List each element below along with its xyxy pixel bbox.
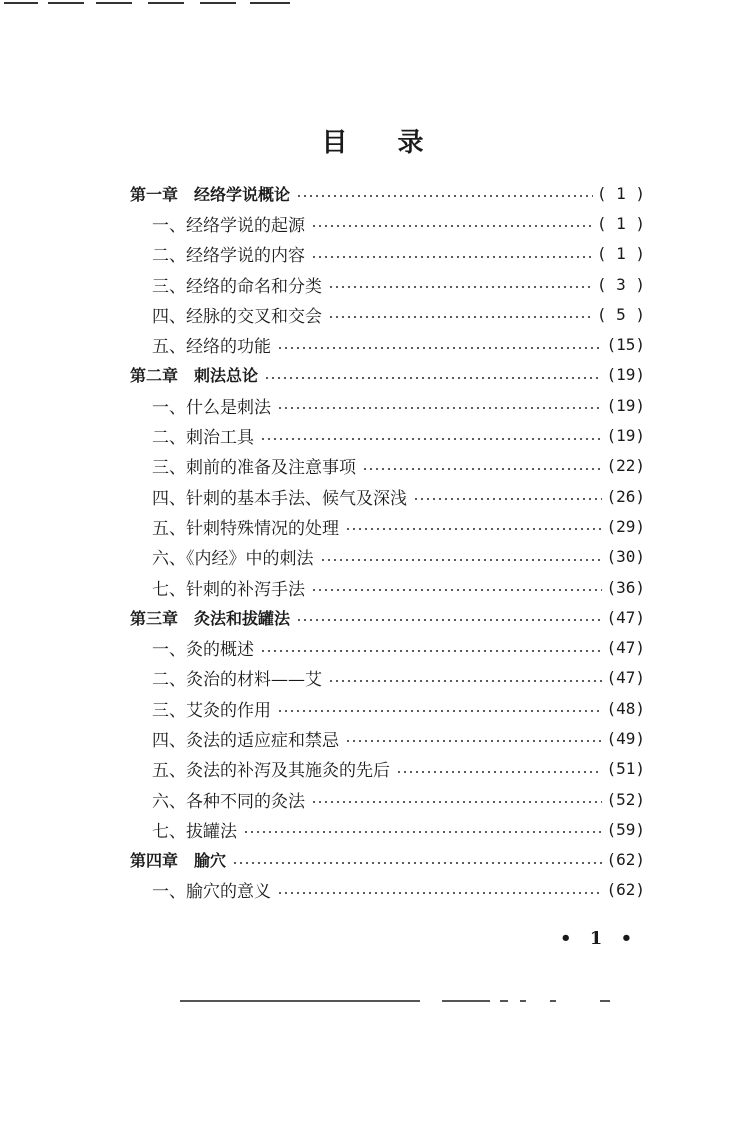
toc-entry-label: 五、针刺特殊情况的处理 [152, 518, 339, 539]
table-of-contents [130, 178, 645, 905]
toc-chapter-row [130, 178, 645, 208]
toc-entry-label: 七、针刺的补泻手法 [152, 579, 305, 600]
toc-section-row [130, 814, 645, 844]
toc-entry-label: 一、腧穴的意义 [152, 882, 271, 903]
toc-entry-page: (15) [606, 335, 645, 355]
dot-leader [413, 497, 602, 501]
dot-leader [277, 346, 602, 350]
top-border-rule [0, 0, 300, 4]
toc-entry-page: ( 5 ) [596, 304, 645, 324]
toc-entry-label: 一、什么是刺法 [152, 397, 271, 418]
title-char-2: 录 [397, 128, 426, 158]
toc-entry-label: 第四章 腧穴 [130, 851, 227, 871]
dot-leader [277, 709, 602, 713]
toc-section-row [130, 723, 645, 753]
toc-chapter-row [130, 602, 645, 632]
toc-entry-page: (30) [606, 547, 645, 567]
toc-section-row [130, 511, 645, 541]
toc-entry-label: 五、灸法的补泻及其施灸的先后 [152, 761, 390, 782]
toc-entry-label: 一、经络学说的起源 [152, 215, 305, 236]
toc-section-row [130, 784, 645, 814]
page-number: • 1 • [560, 928, 639, 949]
toc-entry-label: 第二章 刺法总论 [130, 366, 259, 386]
dot-leader [232, 861, 602, 865]
dot-leader [328, 315, 593, 319]
toc-entry-page: (36) [606, 577, 645, 597]
dot-leader [260, 649, 602, 653]
toc-entry-page: (19) [606, 395, 645, 415]
toc-entry-label: 六、各种不同的灸法 [152, 791, 305, 812]
dot-leader [328, 285, 593, 289]
dot-leader [320, 558, 603, 562]
dot-leader [311, 800, 602, 804]
toc-entry-page: (52) [606, 789, 645, 809]
dot-leader [277, 891, 602, 895]
toc-section-row [130, 481, 645, 511]
bottom-border-rule [180, 1000, 610, 1003]
toc-section-row [130, 542, 645, 572]
toc-entry-page: (49) [606, 728, 645, 748]
toc-entry-page: (51) [606, 759, 645, 779]
dot-leader [264, 376, 602, 380]
dot-leader [311, 224, 593, 228]
toc-chapter-row [130, 845, 645, 875]
toc-section-row [130, 420, 645, 450]
dot-leader [345, 527, 602, 531]
toc-entry-page: (19) [606, 365, 645, 385]
dot-leader [296, 618, 602, 622]
dot-leader [345, 739, 602, 743]
toc-entry-label: 一、灸的概述 [152, 640, 254, 661]
toc-entry-page: (29) [606, 516, 645, 536]
dot-leader [362, 467, 602, 471]
toc-entry-page: (47) [606, 638, 645, 658]
toc-entry-page: ( 3 ) [596, 274, 645, 294]
toc-section-row [130, 329, 645, 359]
toc-entry-page: ( 1 ) [596, 213, 645, 233]
toc-entry-page: (26) [606, 486, 645, 506]
dot-leader [243, 830, 602, 834]
toc-section-row [130, 663, 645, 693]
dot-leader [296, 194, 593, 198]
toc-section-row [130, 208, 645, 238]
toc-entry-page: ( 1 ) [596, 244, 645, 264]
toc-section-row [130, 390, 645, 420]
dot-leader [311, 255, 593, 259]
toc-entry-page: (47) [606, 668, 645, 688]
toc-entry-label: 四、经脉的交叉和交会 [152, 306, 322, 327]
page-title [0, 122, 747, 159]
toc-chapter-row [130, 360, 645, 390]
dot-leader [277, 406, 602, 410]
toc-entry-page: (48) [606, 698, 645, 718]
toc-entry-label: 第一章 经络学说概论 [130, 184, 291, 204]
title-char-1: 目 [321, 128, 350, 158]
toc-entry-label: 三、艾灸的作用 [152, 700, 271, 721]
toc-section-row [130, 875, 645, 905]
toc-section-row [130, 299, 645, 329]
toc-entry-page: (47) [606, 607, 645, 627]
toc-entry-label: 四、针刺的基本手法、候气及深浅 [152, 488, 407, 509]
toc-entry-label: 二、经络学说的内容 [152, 246, 305, 267]
toc-entry-page: (22) [606, 456, 645, 476]
toc-section-row [130, 451, 645, 481]
toc-entry-page: ( 1 ) [596, 183, 645, 203]
toc-section-row [130, 632, 645, 662]
toc-entry-page: (62) [606, 880, 645, 900]
toc-entry-label: 三、经络的命名和分类 [152, 276, 322, 297]
toc-entry-label: 四、灸法的适应症和禁忌 [152, 730, 339, 751]
toc-entry-label: 五、经络的功能 [152, 337, 271, 358]
toc-entry-label: 二、刺治工具 [152, 428, 254, 449]
toc-entry-page: (62) [606, 850, 645, 870]
toc-section-row [130, 754, 645, 784]
toc-section-row [130, 693, 645, 723]
dot-leader [396, 770, 602, 774]
toc-entry-label: 三、刺前的准备及注意事项 [152, 458, 356, 479]
toc-entry-page: (59) [606, 819, 645, 839]
toc-entry-label: 二、灸治的材料——艾 [152, 670, 322, 691]
dot-leader [260, 437, 602, 441]
toc-entry-label: 六、《内经》中的刺法 [152, 549, 314, 570]
dot-leader [328, 679, 602, 683]
dot-leader [311, 588, 602, 592]
toc-entry-page: (19) [606, 426, 645, 446]
toc-section-row [130, 572, 645, 602]
toc-section-row [130, 269, 645, 299]
toc-entry-label: 第三章 灸法和拔罐法 [130, 608, 291, 628]
toc-section-row [130, 239, 645, 269]
toc-entry-label: 七、拔罐法 [152, 821, 237, 842]
